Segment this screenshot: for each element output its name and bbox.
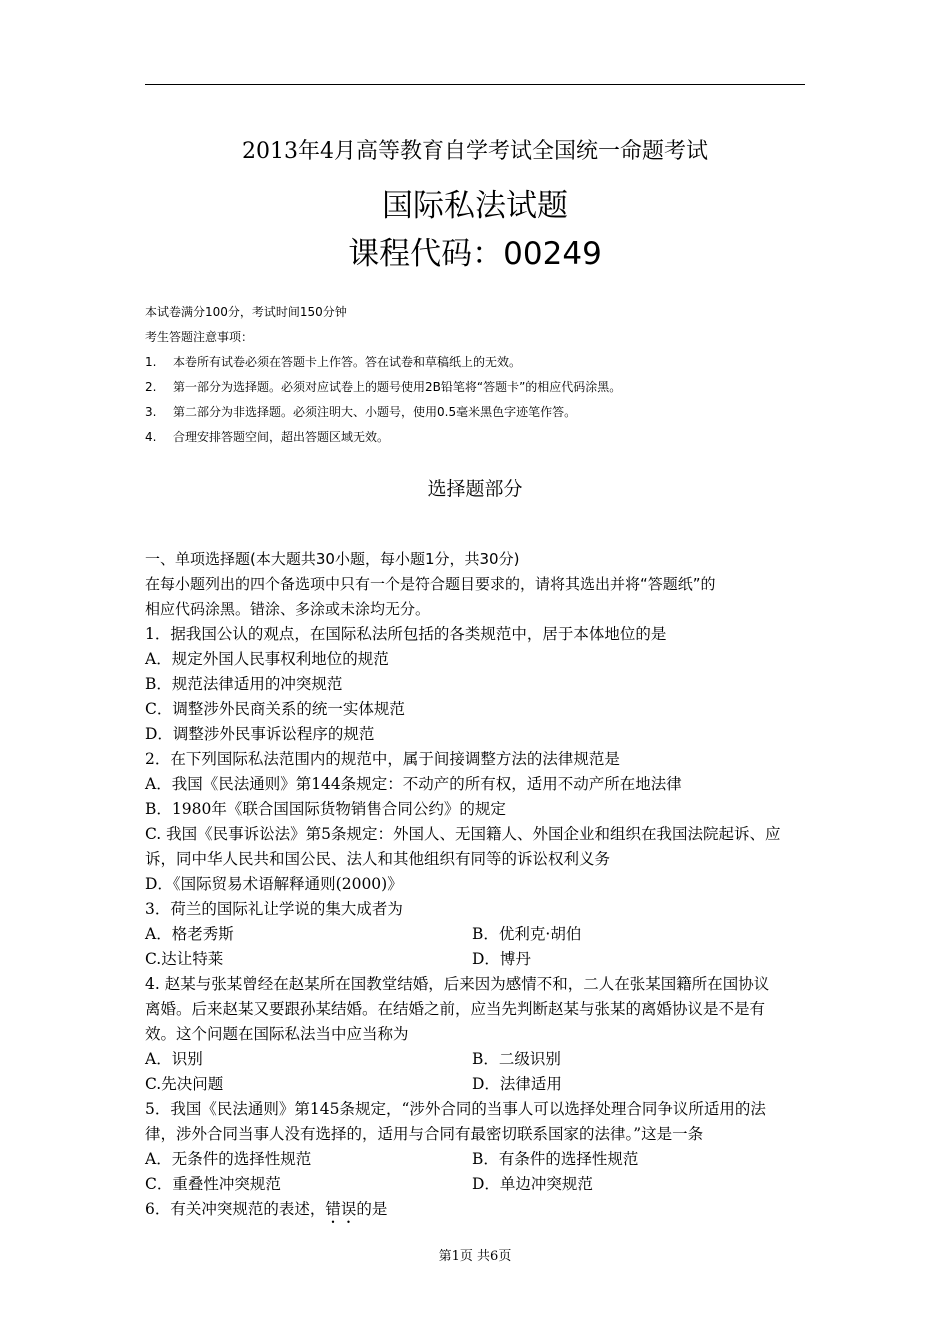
option-a: A．无条件的选择性规范 xyxy=(145,1150,312,1168)
question-4-continued: 离婚。后来赵某又要跟孙某结婚。在结婚之前，应当先判断赵某与张某的离婚协议是不是有 xyxy=(145,1000,766,1018)
option-c: C.达让特莱 xyxy=(145,950,224,968)
subject-title: 国际私法试题 xyxy=(382,188,568,224)
notes-heading: 考生答题注意事项： xyxy=(145,330,254,344)
option-d: D．博丹 xyxy=(472,950,531,968)
option-row xyxy=(145,1072,807,1097)
option-d: D．法律适用 xyxy=(472,1075,562,1093)
note-item: 4. 合理安排答题空间，超出答题区域无效。 xyxy=(145,430,390,444)
option-b: B．1980年《联合国国际货物销售合同公约》的规定 xyxy=(145,800,506,818)
question-3: 3．荷兰的国际礼让学说的集大成者为 xyxy=(145,900,403,918)
option-d: D．单边冲突规范 xyxy=(472,1175,593,1193)
page-footer: 第1页 共6页 xyxy=(438,1249,512,1264)
question-4-continued: 效。这个问题在国际私法当中应当称为 xyxy=(145,1025,409,1043)
section-title: 选择题部分 xyxy=(427,478,523,500)
part-instruction: 在每小题列出的四个备选项中只有一个是符合题目要求的，请将其选出并将“答题纸”的 xyxy=(145,575,716,593)
option-c: C.先决问题 xyxy=(145,1075,224,1093)
option-c: C. 我国《民事诉讼法》第5条规定：外国人、无国籍人、外国企业和组织在我国法院起诉、应 xyxy=(145,825,781,843)
option-row xyxy=(145,922,807,947)
part-instruction: 相应代码涂黑。错涂、多涂或未涂均无分。 xyxy=(145,600,431,618)
option-b: B．有条件的选择性规范 xyxy=(472,1150,639,1168)
question-1: 1．据我国公认的观点，在国际私法所包括的各类规范中，居于本体地位的是 xyxy=(145,625,667,643)
option-b: B．规范法律适用的冲突规范 xyxy=(145,675,343,693)
question-6: 6．有关冲突规范的表述，错误的是 xyxy=(145,1200,388,1218)
option-a: A．识别 xyxy=(145,1050,203,1068)
part-heading: 一、单项选择题(本大题共30小题，每小题1分，共30分) xyxy=(145,550,520,568)
option-row xyxy=(145,1172,807,1197)
option-b: B．优利克·胡伯 xyxy=(472,925,582,943)
score-time-note: 本试卷满分100分，考试时间150分钟 xyxy=(145,305,347,319)
option-row xyxy=(145,1147,807,1172)
option-c-continued: 诉，同中华人民共和国公民、法人和其他组织有同等的诉讼权利义务 xyxy=(145,850,611,868)
option-a: A．格老秀斯 xyxy=(145,925,234,943)
question-body xyxy=(145,547,807,1222)
note-item: 1. 本卷所有试卷必须在答题卡上作答。答在试卷和草稿纸上的无效。 xyxy=(145,355,522,369)
question-5-continued: 律，涉外合同当事人没有选择的，适用与合同有最密切联系国家的法律。”这是一条 xyxy=(145,1125,704,1143)
option-a: A．规定外国人民事权利地位的规范 xyxy=(145,650,389,668)
option-row xyxy=(145,947,807,972)
option-row xyxy=(145,1047,807,1072)
question-5: 5．我国《民法通则》第145条规定，“涉外合同的当事人可以选择处理合同争议所适用的法 xyxy=(145,1100,766,1118)
option-c: C．调整涉外民商关系的统一实体规范 xyxy=(145,700,405,718)
emphasis-mark: 错误 xyxy=(325,1200,357,1218)
note-item: 2. 第一部分为选择题。必须对应试卷上的题号使用2B铅笔将“答题卡”的相应代码涂黑。 xyxy=(145,380,622,394)
option-d: D．《国际贸易术语解释通则(2000)》 xyxy=(145,875,403,893)
option-b: B．二级识别 xyxy=(472,1050,561,1068)
option-c: C．重叠性冲突规范 xyxy=(145,1175,281,1193)
header-rule xyxy=(145,84,805,85)
option-d: D．调整涉外民事诉讼程序的规范 xyxy=(145,725,375,743)
question-2: 2．在下列国际私法范围内的规范中，属于间接调整方法的法律规范是 xyxy=(145,750,620,768)
course-code: 课程代码：00249 xyxy=(348,236,602,272)
option-a: A．我国《民法通则》第144条规定：不动产的所有权，适用不动产所在地法律 xyxy=(145,775,682,793)
exam-title: 2013年4月高等教育自学考试全国统一命题考试 xyxy=(242,139,708,164)
note-item: 3. 第二部分为非选择题。必须注明大、小题号，使用0.5毫米黑色字迹笔作答。 xyxy=(145,405,577,419)
question-4: 4. 赵某与张某曾经在赵某所在国教堂结婚，后来因为感情不和，二人在张某国籍所在国协议 xyxy=(145,975,770,993)
exam-notes xyxy=(145,302,805,452)
